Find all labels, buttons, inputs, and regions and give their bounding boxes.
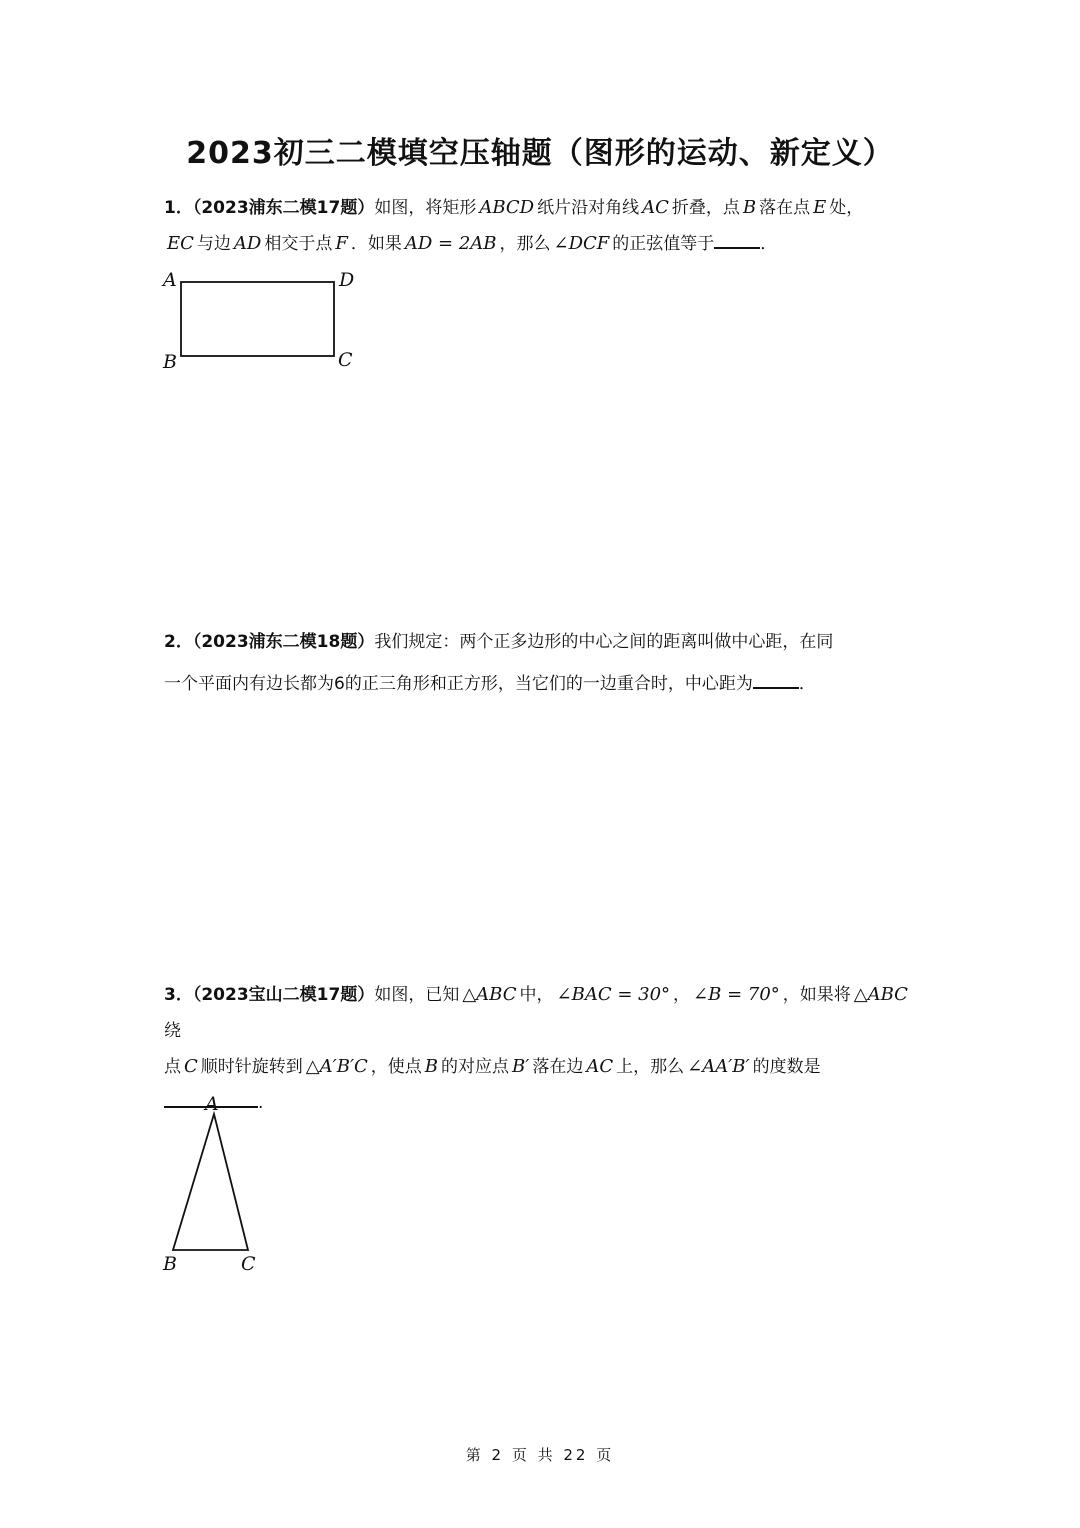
q2-source: （2023浦东二模18题） [192,632,375,652]
q3-math: △A′B′C [305,1056,368,1077]
q3-math: ∠B = 70° [693,984,780,1005]
q3-text: 的度数是 [752,1057,821,1077]
q1-text: ，那么 [499,234,551,254]
q2-text: ． [798,674,816,694]
rectangle-abcd [181,282,334,356]
q1-math: ∠DCF [553,233,610,254]
q3-math: B′ [512,1056,530,1077]
page-title: 2023初三二模填空压轴题（图形的运动、新定义） [186,136,894,171]
q3-math: △ABC [853,984,908,1005]
label-c: C [338,349,353,371]
q1-text: 折叠，点 [671,198,740,218]
q3-math: B [424,1056,439,1077]
label-b: B [163,1253,177,1275]
label-a: A [205,1093,219,1115]
q1-math: AD [233,233,262,254]
answer-blank[interactable] [714,227,760,249]
triangle-abc [173,1114,248,1250]
question-3 [164,977,924,1121]
q3-text: 中， [519,985,554,1005]
q1-math: B [742,197,757,218]
q3-text: 点 [164,1057,181,1077]
q3-text: ，使点 [370,1057,422,1077]
q2-line-2 [164,666,924,702]
q1-text: 的正弦值等于 [612,234,715,254]
q3-math: △ABC [462,984,517,1005]
q3-text: 上，那么 [616,1057,685,1077]
q1-text: ． [760,234,778,254]
q3-line-2 [164,1049,924,1085]
q3-number: 3． [164,985,193,1005]
q1-line-1 [164,190,924,226]
q1-math: F [335,233,348,254]
q3-math: C [184,1056,198,1077]
q1-text: ．如果 [350,234,402,254]
q1-text: 相交于点 [264,234,333,254]
q1-source: （2023浦东二模17题） [192,198,375,218]
q1-rectangle-figure [155,262,375,377]
q2-number: 2． [164,632,193,652]
question-1 [164,190,924,262]
q1-math: AC [642,197,669,218]
page-footer: 第 2 页 共 22 页 [465,1446,615,1464]
q3-math: ∠AA′B′ [687,1056,750,1077]
q2-text: 我们规定：两个正多边形的中心之间的距离叫做中心距，在同 [374,632,834,652]
q2-line-1 [164,624,924,660]
q3-source: （2023宝山二模17题） [192,985,375,1005]
q1-math: AD = 2AB [404,233,497,254]
q3-triangle-figure [155,1088,275,1280]
label-c: C [241,1253,256,1275]
q3-line-1 [164,977,924,1049]
q1-text: 如图，将矩形 [374,198,477,218]
q2-text: 一个平面内有边长都为6的正三角形和正方形，当它们的一边重合时，中心距为 [164,674,753,694]
q1-math: E [813,197,827,218]
label-a: A [163,269,177,291]
q3-text: 的对应点 [441,1057,510,1077]
q3-text: 如图，已知 [374,985,460,1005]
q3-math: AC [586,1056,614,1077]
label-d: D [339,269,355,291]
q1-text: 落在点 [759,198,811,218]
q1-number: 1． [164,198,193,218]
q3-text: 顺时针旋转到 [200,1057,303,1077]
q3-text: ，如果将 [782,985,851,1005]
answer-blank[interactable] [753,667,799,689]
q1-text: 处， [829,198,864,218]
q3-text: 绕 [164,1021,181,1041]
question-2 [164,624,924,702]
q3-math: ∠BAC = 30° [556,984,671,1005]
label-b: B [163,351,177,373]
q3-text: ， [673,985,691,1005]
q3-text: 落在边 [532,1057,584,1077]
q1-line-2 [164,226,924,262]
q3-line-3 [164,1085,924,1121]
q1-math: ABCD [479,197,535,218]
q3-text: . [258,1093,264,1113]
q1-math: EC [167,233,194,254]
q1-text: 纸片沿对角线 [537,198,640,218]
q1-text: 与边 [196,234,231,254]
